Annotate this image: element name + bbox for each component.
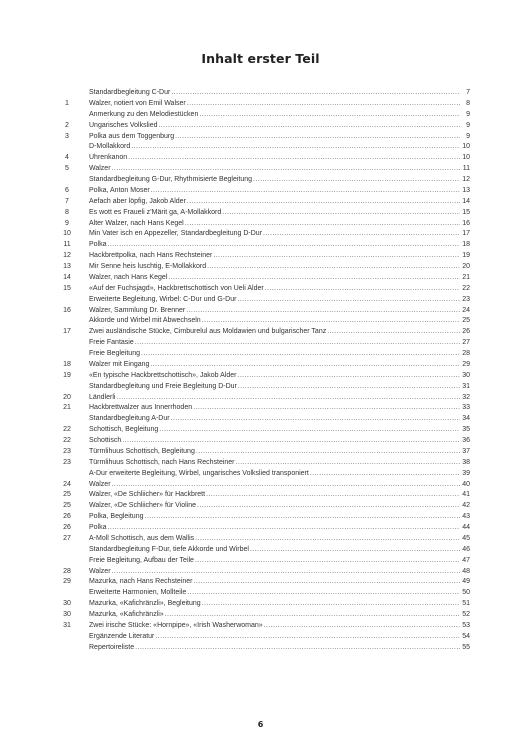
toc-page-number: 19 [462,252,470,260]
toc-entry-title: Min Vater isch en Appezeller, Standardbegleitung D-Dur [89,230,263,238]
toc-row [0,316,521,327]
toc-entry [89,327,470,338]
toc-page-number: 10 [462,143,470,151]
toc-entry [89,110,470,121]
toc-number: 3 [65,132,69,140]
toc-entry [89,458,470,469]
dot-leader [141,349,460,360]
toc-row [0,349,521,360]
toc-number: 12 [63,252,71,260]
dot-leader [238,382,460,393]
toc-entry-title: «Auf der Fuchsjagd», Hackbrettschottisch von Ueli Alder [89,284,264,292]
toc-entry [89,393,470,404]
toc-entry [89,501,470,512]
toc-page-number: 17 [462,230,470,238]
toc-number: 2 [65,121,69,129]
toc-page-number: 15 [462,208,470,216]
toc-page-number: 52 [462,611,470,618]
dot-leader [135,643,460,654]
dot-leader [128,153,460,164]
dot-leader [250,545,460,556]
toc-number: 9 [65,219,69,227]
toc-entry-title: Walzer, «De Schliicher» für Violine [89,502,196,510]
toc-row [0,577,521,588]
toc-page-number: 39 [462,469,470,477]
toc-entry [89,469,470,480]
toc-entry-title: Türmlihuus Schottisch, Begleitung [89,447,195,455]
toc-entry-title: D-Mollakkord [89,143,131,151]
toc-entry [89,643,470,654]
toc-row [0,110,521,121]
toc-page-number: 28 [462,350,470,357]
toc-page-number: 9 [466,132,470,140]
toc-entry [89,349,470,360]
toc-row [0,121,521,132]
toc-page-number: 54 [462,632,470,640]
toc-page-number: 41 [462,491,470,499]
toc-entry-title: Alter Walzer, nach Hans Kegel [89,219,184,227]
toc-row [0,643,521,654]
toc-entry-title: Erweiterte Begleitung, Wirbel: C-Dur und G-Dur [89,295,237,303]
dot-leader [187,588,460,599]
dot-leader [108,240,460,251]
toc-row [0,556,521,567]
dot-leader [327,327,460,338]
toc-entry-title: Schottisch [89,437,122,444]
toc-page-number: 9 [466,121,470,129]
toc-page-number: 37 [462,447,470,455]
dot-leader [158,121,460,132]
toc-page-number: 13 [462,186,470,194]
dot-leader [112,164,460,175]
toc-page-number: 31 [462,382,470,390]
page-number: 6 [257,720,264,729]
toc-entry-title: Akkorde und Wirbel mit Abwechseln [89,317,201,325]
toc-entry [89,284,470,295]
toc-row [0,588,521,599]
toc-page-number: 7 [466,89,470,96]
toc-entry-title: Walzer [89,567,111,575]
toc-row [0,153,521,164]
toc-entry [89,414,470,425]
toc-number: 22 [63,426,71,434]
toc-entry-title: Mazurka, «Kafichränzli», Begleitung [89,600,201,608]
toc-row [0,219,521,230]
toc-page-number: 44 [462,524,470,531]
toc-number: 5 [65,165,69,173]
dot-leader [197,501,460,512]
toc-number: 28 [63,567,71,575]
toc-entry-title: A-Moll Schottisch, aus dem Wallis [89,534,195,542]
toc-row [0,360,521,371]
dot-leader [159,425,460,436]
toc-row [0,186,521,197]
toc-number: 30 [63,600,71,608]
toc-entry [89,240,470,251]
toc-number: 8 [65,208,69,216]
dot-leader [264,621,460,632]
toc-entry [89,186,470,197]
toc-row [0,338,521,349]
toc-entry-title: Walzer [89,480,111,488]
toc-page-number: 50 [462,589,470,597]
toc-entry [89,251,470,262]
toc-entry [89,197,470,208]
toc-page-number: 11 [462,165,470,173]
toc-entry-title: Ergänzende Literatur [89,632,155,640]
toc-entry [89,556,470,567]
toc-entry-title: Hackbrettwalzer aus Innerrhoden [89,404,193,412]
toc-entry [89,545,470,556]
toc-page-number: 48 [462,567,470,575]
toc-entry [89,121,470,132]
dot-leader [122,436,460,447]
toc-entry-title: Mazurka, nach Hans Rechsteiner [89,578,193,586]
dot-leader [265,284,460,295]
toc-number: 26 [63,513,71,521]
toc-page-number: 55 [462,643,470,651]
toc-entry-title: Hackbrettpolka, nach Hans Rechsteiner [89,252,213,260]
toc-row [0,240,521,251]
toc-number: 25 [63,502,71,510]
toc-page-number: 30 [462,371,470,379]
toc-page-number: 49 [462,578,470,586]
toc-row [0,327,521,338]
toc-page-number: 16 [462,219,470,227]
toc-page-number: 24 [462,306,470,314]
toc-row [0,567,521,578]
toc-row [0,382,521,393]
dot-leader [116,393,460,404]
toc-row [0,273,521,284]
toc-row [0,132,521,143]
toc-entry-title: Zwei ausländische Stücke, Cimburelul aus Moldawien und bulgarischer Tanz [89,328,327,336]
toc-number: 24 [63,480,71,488]
toc-entry-title: Walzer mit Eingang [89,360,150,368]
toc-entry [89,316,470,327]
toc-page-number: 8 [466,99,470,107]
toc-row [0,480,521,491]
toc-entry-title: Erweiterte Harmonien, Mollteile [89,589,187,597]
toc-entry-title: Repertoireliste [89,643,135,651]
toc-entry-title: Mazurka, «Kafichränzli» [89,611,164,618]
toc-number: 26 [63,524,71,531]
toc-entry-title: Walzer, Sammlung Dr. Brenner [89,306,186,314]
toc-entry [89,436,470,447]
toc-page-number: 29 [462,360,470,368]
toc-entry-title: Freie Begleitung [89,350,140,357]
dot-leader [237,371,460,382]
toc-number: 4 [65,154,69,162]
toc-row [0,545,521,556]
toc-page-number: 43 [462,513,470,521]
toc-row [0,175,521,186]
toc-page-number: 14 [462,197,470,205]
toc-number: 19 [63,371,71,379]
toc-entry [89,382,470,393]
toc-entry-title: Aefach aber löpfig, Jakob Alder [89,197,186,205]
toc-page-number: 36 [462,437,470,444]
toc-row [0,447,521,458]
dot-leader [171,88,460,99]
toc-row [0,208,521,219]
toc-page-number: 12 [462,176,470,183]
toc-number: 21 [63,404,71,412]
toc-number: 18 [63,360,71,368]
toc-page-number: 22 [462,284,470,292]
dot-leader [202,316,460,327]
dot-leader [112,567,460,578]
toc-entry [89,490,470,501]
toc-entry-title: Ungarisches Volkslied [89,121,158,129]
toc-entry [89,534,470,545]
toc-number: 17 [63,328,71,336]
toc-row [0,610,521,621]
toc-entry-title: Es wott es Fraueli z’Märit ga, A-Mollakkord [89,208,222,216]
toc-row [0,164,521,175]
toc-entry [89,175,470,186]
dot-leader [155,632,460,643]
toc-number: 27 [63,534,71,542]
toc-entry [89,480,470,491]
toc-page-number: 51 [462,600,470,608]
toc-entry [89,447,470,458]
toc-entry [89,99,470,110]
dot-leader [168,273,460,284]
toc-page-number: 42 [462,502,470,510]
toc-page-number: 26 [462,328,470,336]
toc-page-number: 34 [462,415,470,423]
toc-entry-title: Standardbegleitung C-Dur [89,89,171,96]
toc-number: 20 [63,393,71,401]
toc-row [0,142,521,153]
toc-entry-title: Standardbegleitung G-Dur, Rhythmisierte Begleitung [89,176,253,183]
toc-entry-title: Türmlihuus Schottisch, nach Hans Rechsteiner [89,458,235,466]
toc-row [0,599,521,610]
toc-number: 25 [63,491,71,499]
toc-row [0,88,521,99]
dot-leader [206,490,460,501]
toc-entry [89,219,470,230]
toc-page-number: 53 [462,621,470,629]
toc-row [0,490,521,501]
dot-leader [194,577,461,588]
dot-leader [165,610,460,621]
toc-row [0,425,521,436]
toc-entry [89,142,470,153]
toc-page-number: 25 [462,317,470,325]
toc-page-number: 23 [462,295,470,303]
toc-entry [89,588,470,599]
toc-row [0,229,521,240]
toc-entry [89,153,470,164]
dot-leader [185,219,460,230]
toc-number: 1 [65,99,69,107]
toc-page-number: 9 [466,110,470,118]
dot-leader [131,142,460,153]
dot-leader [310,469,460,480]
dot-leader [195,534,460,545]
toc-row [0,436,521,447]
toc-entry [89,164,470,175]
toc-entry-title: Polka [89,241,107,249]
toc-row [0,621,521,632]
toc-entry-title: Schottisch, Begleitung [89,426,159,434]
toc-entry [89,512,470,523]
dot-leader [222,208,460,219]
toc-page-number: 40 [462,480,470,488]
dot-leader [175,132,460,143]
toc-entry [89,523,470,534]
toc-number: 22 [63,437,71,444]
toc-row [0,197,521,208]
toc-number: 31 [63,621,71,629]
toc-number: 15 [63,284,71,292]
toc-page-number: 45 [462,534,470,542]
toc-row [0,295,521,306]
toc-entry [89,425,470,436]
toc-entry [89,599,470,610]
toc-entry-title: Anmerkung zu den Melodiestücken [89,110,199,118]
toc-page-number: 10 [462,154,470,162]
toc-entry [89,567,470,578]
toc-row [0,632,521,643]
toc-entry-title: Walzer [89,165,111,173]
dot-leader [193,403,460,414]
dot-leader [196,447,460,458]
toc-entry-title: Polka, Begleitung [89,513,144,521]
toc-entry-title: «En typische Hackbrettschottisch», Jakob Alder [89,371,237,379]
toc-page-number: 35 [462,426,470,434]
toc-number: 6 [65,186,69,194]
dot-leader [195,556,460,567]
toc-page-number: 27 [462,339,470,347]
toc-entry [89,273,470,284]
toc-number: 23 [63,447,71,455]
toc-entry-title: Polka, Anton Moser [89,186,150,194]
toc-number: 11 [63,241,71,249]
dot-leader [207,262,460,273]
toc-row [0,414,521,425]
toc-row [0,403,521,414]
toc-entry-title: Standardbegleitung F-Dur, tiefe Akkorde und Wirbel [89,545,249,553]
toc-entry-title: A-Dur erweiterte Begleitung, Wirbel, ungarisches Volkslied transponiert [89,469,309,477]
toc-row [0,512,521,523]
toc-page-number: 38 [462,458,470,466]
dot-leader [135,338,460,349]
dot-leader [236,458,460,469]
toc-entry [89,632,470,643]
page-title: Inhalt erster Teil [201,51,320,66]
toc-entry [89,610,470,621]
toc-page-number: 47 [462,556,470,564]
dot-leader [150,360,460,371]
dot-leader [112,480,460,491]
toc-number: 23 [63,458,71,466]
dot-leader [171,414,460,425]
toc-entry-title: Zwei irische Stücke: «Hornpipe», «Irish Washerwoman» [89,621,263,629]
toc-number: 14 [63,273,71,281]
toc-entry [89,132,470,143]
toc-number: 16 [63,306,71,314]
dot-leader [253,175,460,186]
dot-leader [202,599,460,610]
toc-number: 29 [63,578,71,586]
dot-leader [187,197,460,208]
dot-leader [144,512,460,523]
toc-page-number: 21 [462,273,470,281]
toc-entry-title: Standardbegleitung A-Dur [89,415,170,423]
toc-row [0,99,521,110]
toc-entry-title: Walzer, notiert von Emil Walser [89,99,186,107]
toc-entry-title: Polka [89,524,107,531]
table-of-contents [0,88,521,654]
dot-leader [108,523,460,534]
dot-leader [213,251,460,262]
toc-entry-title: Polka aus dem Toggenburg [89,132,175,140]
toc-entry [89,338,470,349]
toc-number: 30 [63,611,71,618]
toc-entry [89,621,470,632]
toc-page-number: 46 [462,545,470,553]
toc-entry [89,306,470,317]
toc-entry [89,360,470,371]
dot-leader [187,99,460,110]
toc-row [0,458,521,469]
toc-entry [89,208,470,219]
toc-entry [89,88,470,99]
toc-entry-title: Walzer, «De Schliicher» für Hackbrett [89,491,206,499]
toc-entry-title: Freie Fantasie [89,339,134,347]
toc-entry [89,371,470,382]
toc-row [0,262,521,273]
toc-page-number: 20 [462,263,470,270]
toc-entry-title: Uhrenkanon [89,154,128,162]
toc-row [0,306,521,317]
toc-number: 13 [63,263,71,270]
toc-entry-title: Walzer, nach Hans Kegel [89,273,168,281]
dot-leader [199,110,460,121]
toc-entry-title: Freie Begleitung, Aufbau der Teile [89,556,194,564]
toc-entry-title: Standardbegleitung und Freie Begleitung D-Dur [89,382,237,390]
dot-leader [186,306,460,317]
toc-number: 7 [65,197,69,205]
toc-row [0,371,521,382]
toc-entry [89,577,470,588]
toc-entry-title: Ländlerli [89,393,116,401]
toc-entry [89,262,470,273]
toc-row [0,393,521,404]
dot-leader [263,229,460,240]
toc-page-number: 33 [462,404,470,412]
toc-page-number: 32 [462,393,470,401]
toc-row [0,469,521,480]
toc-row [0,284,521,295]
toc-row [0,501,521,512]
toc-entry [89,403,470,414]
dot-leader [151,186,460,197]
toc-entry-title: Mir Senne heis luschtig, E-Mollakkord [89,263,207,270]
toc-row [0,534,521,545]
toc-row [0,251,521,262]
toc-number: 10 [63,230,71,238]
toc-entry [89,295,470,306]
toc-entry [89,229,470,240]
toc-row [0,523,521,534]
toc-page-number: 18 [462,241,470,249]
dot-leader [237,295,460,306]
